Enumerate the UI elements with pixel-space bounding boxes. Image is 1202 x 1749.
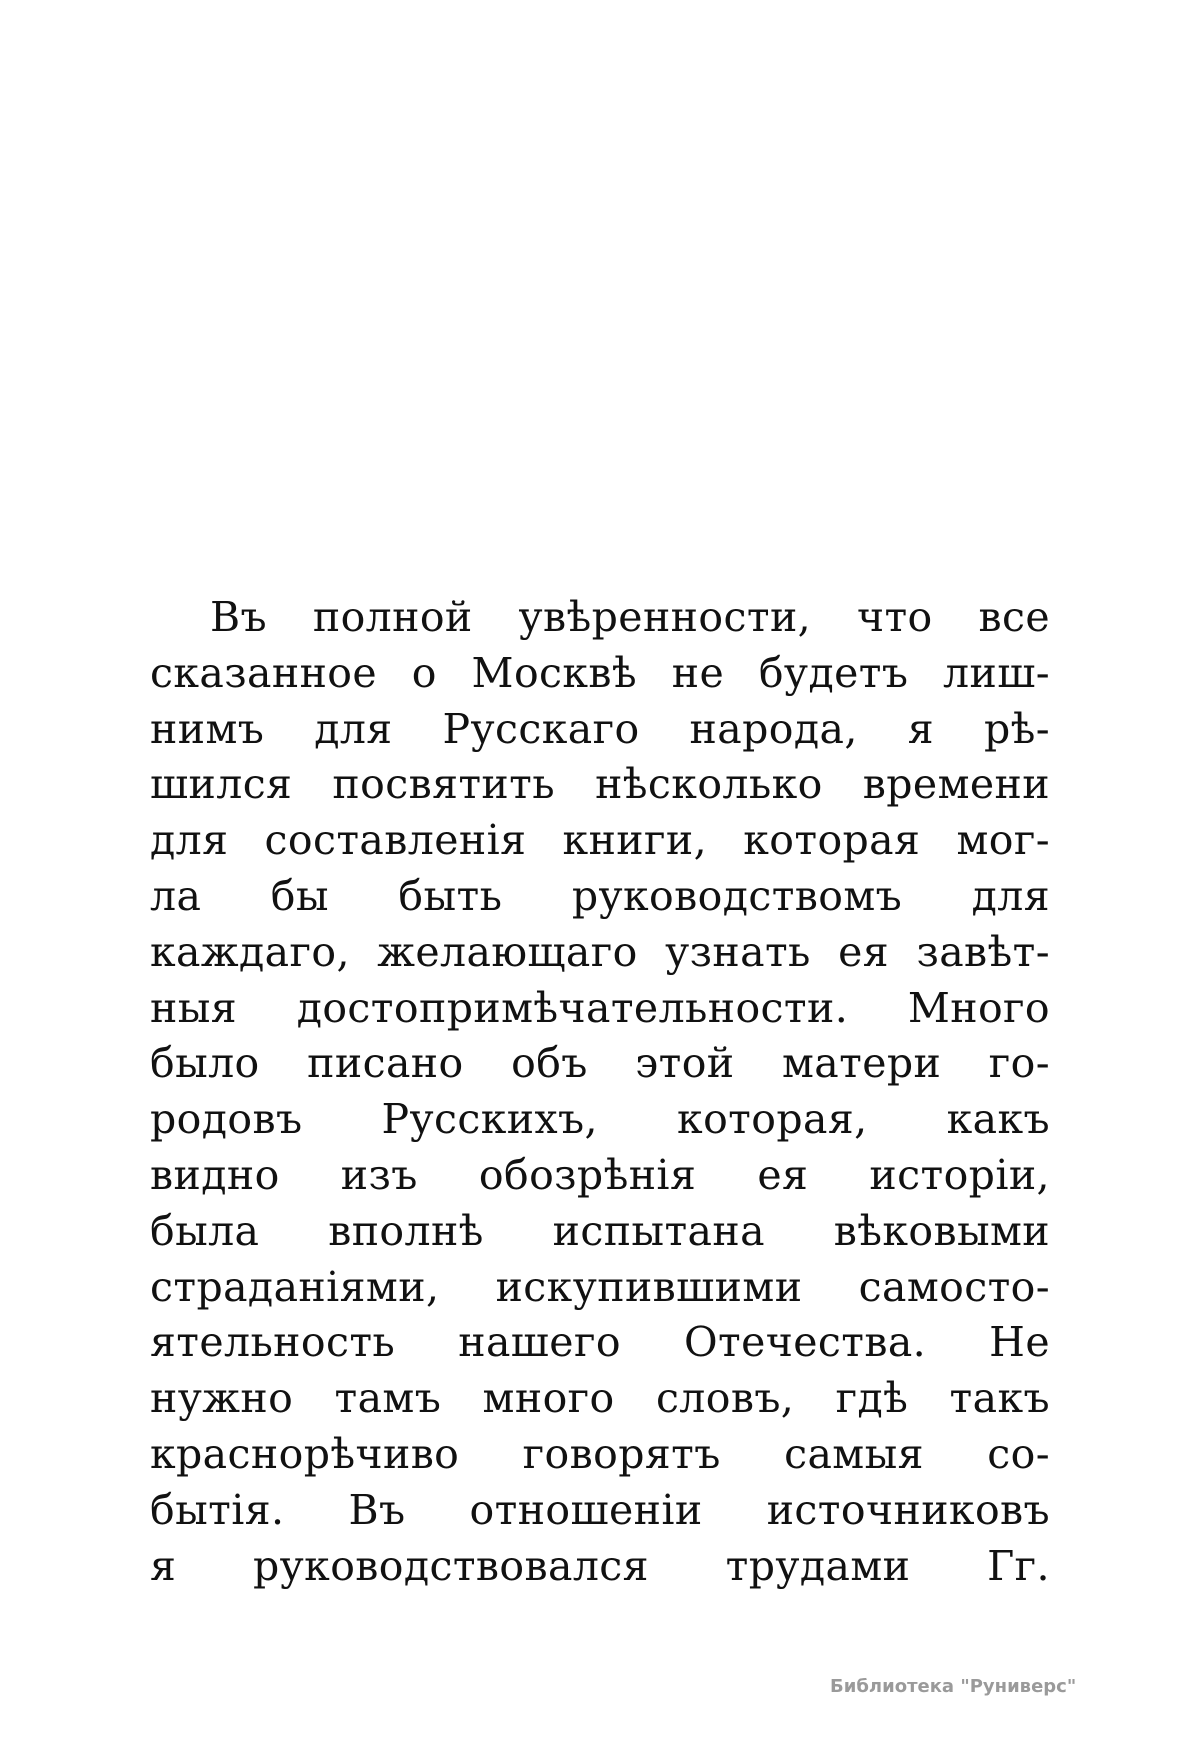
text-line: для составленія книги, которая мог- [150,816,1050,865]
text-line: нимъ для Русскаго народа, я рѣ- [150,704,1050,753]
text-line: каждаго, желающаго узнать ея завѣт- [150,927,1050,976]
text-line: видно изъ обозрѣнія ея исторіи, [150,1150,1050,1199]
text-line: сказанное о Москвѣ не будетъ лиш- [150,648,1050,697]
text-line: бытія. Въ отношеніи источниковъ [150,1485,1050,1534]
text-line: нужно тамъ много словъ, гдѣ такъ [150,1374,1050,1423]
text-line: была вполнѣ испытана вѣковыми [150,1206,1050,1255]
text-line: ятельность нашего Отечества. Не [150,1318,1050,1367]
body-paragraph [150,590,1050,1594]
text-line: ла бы быть руководствомъ для [150,871,1050,920]
text-line: было писано объ этой матери го- [150,1039,1050,1088]
text-line: я руководствовался трудами Гг. [150,1541,1050,1590]
library-watermark: Библиотека "Руниверс" [830,1676,1077,1697]
text-line: краснорѣчиво говорятъ самыя со- [150,1429,1050,1478]
text-line: шился посвятить нѣсколько времени [150,760,1050,809]
text-line: родовъ Русскихъ, которая, какъ [150,1095,1050,1144]
text-line: Въ полной увѣренности, что все [210,593,1050,641]
text-line: страданіями, искупившими самосто- [150,1262,1050,1311]
text-line: ныя достопримѣчательности. Много [150,983,1050,1032]
